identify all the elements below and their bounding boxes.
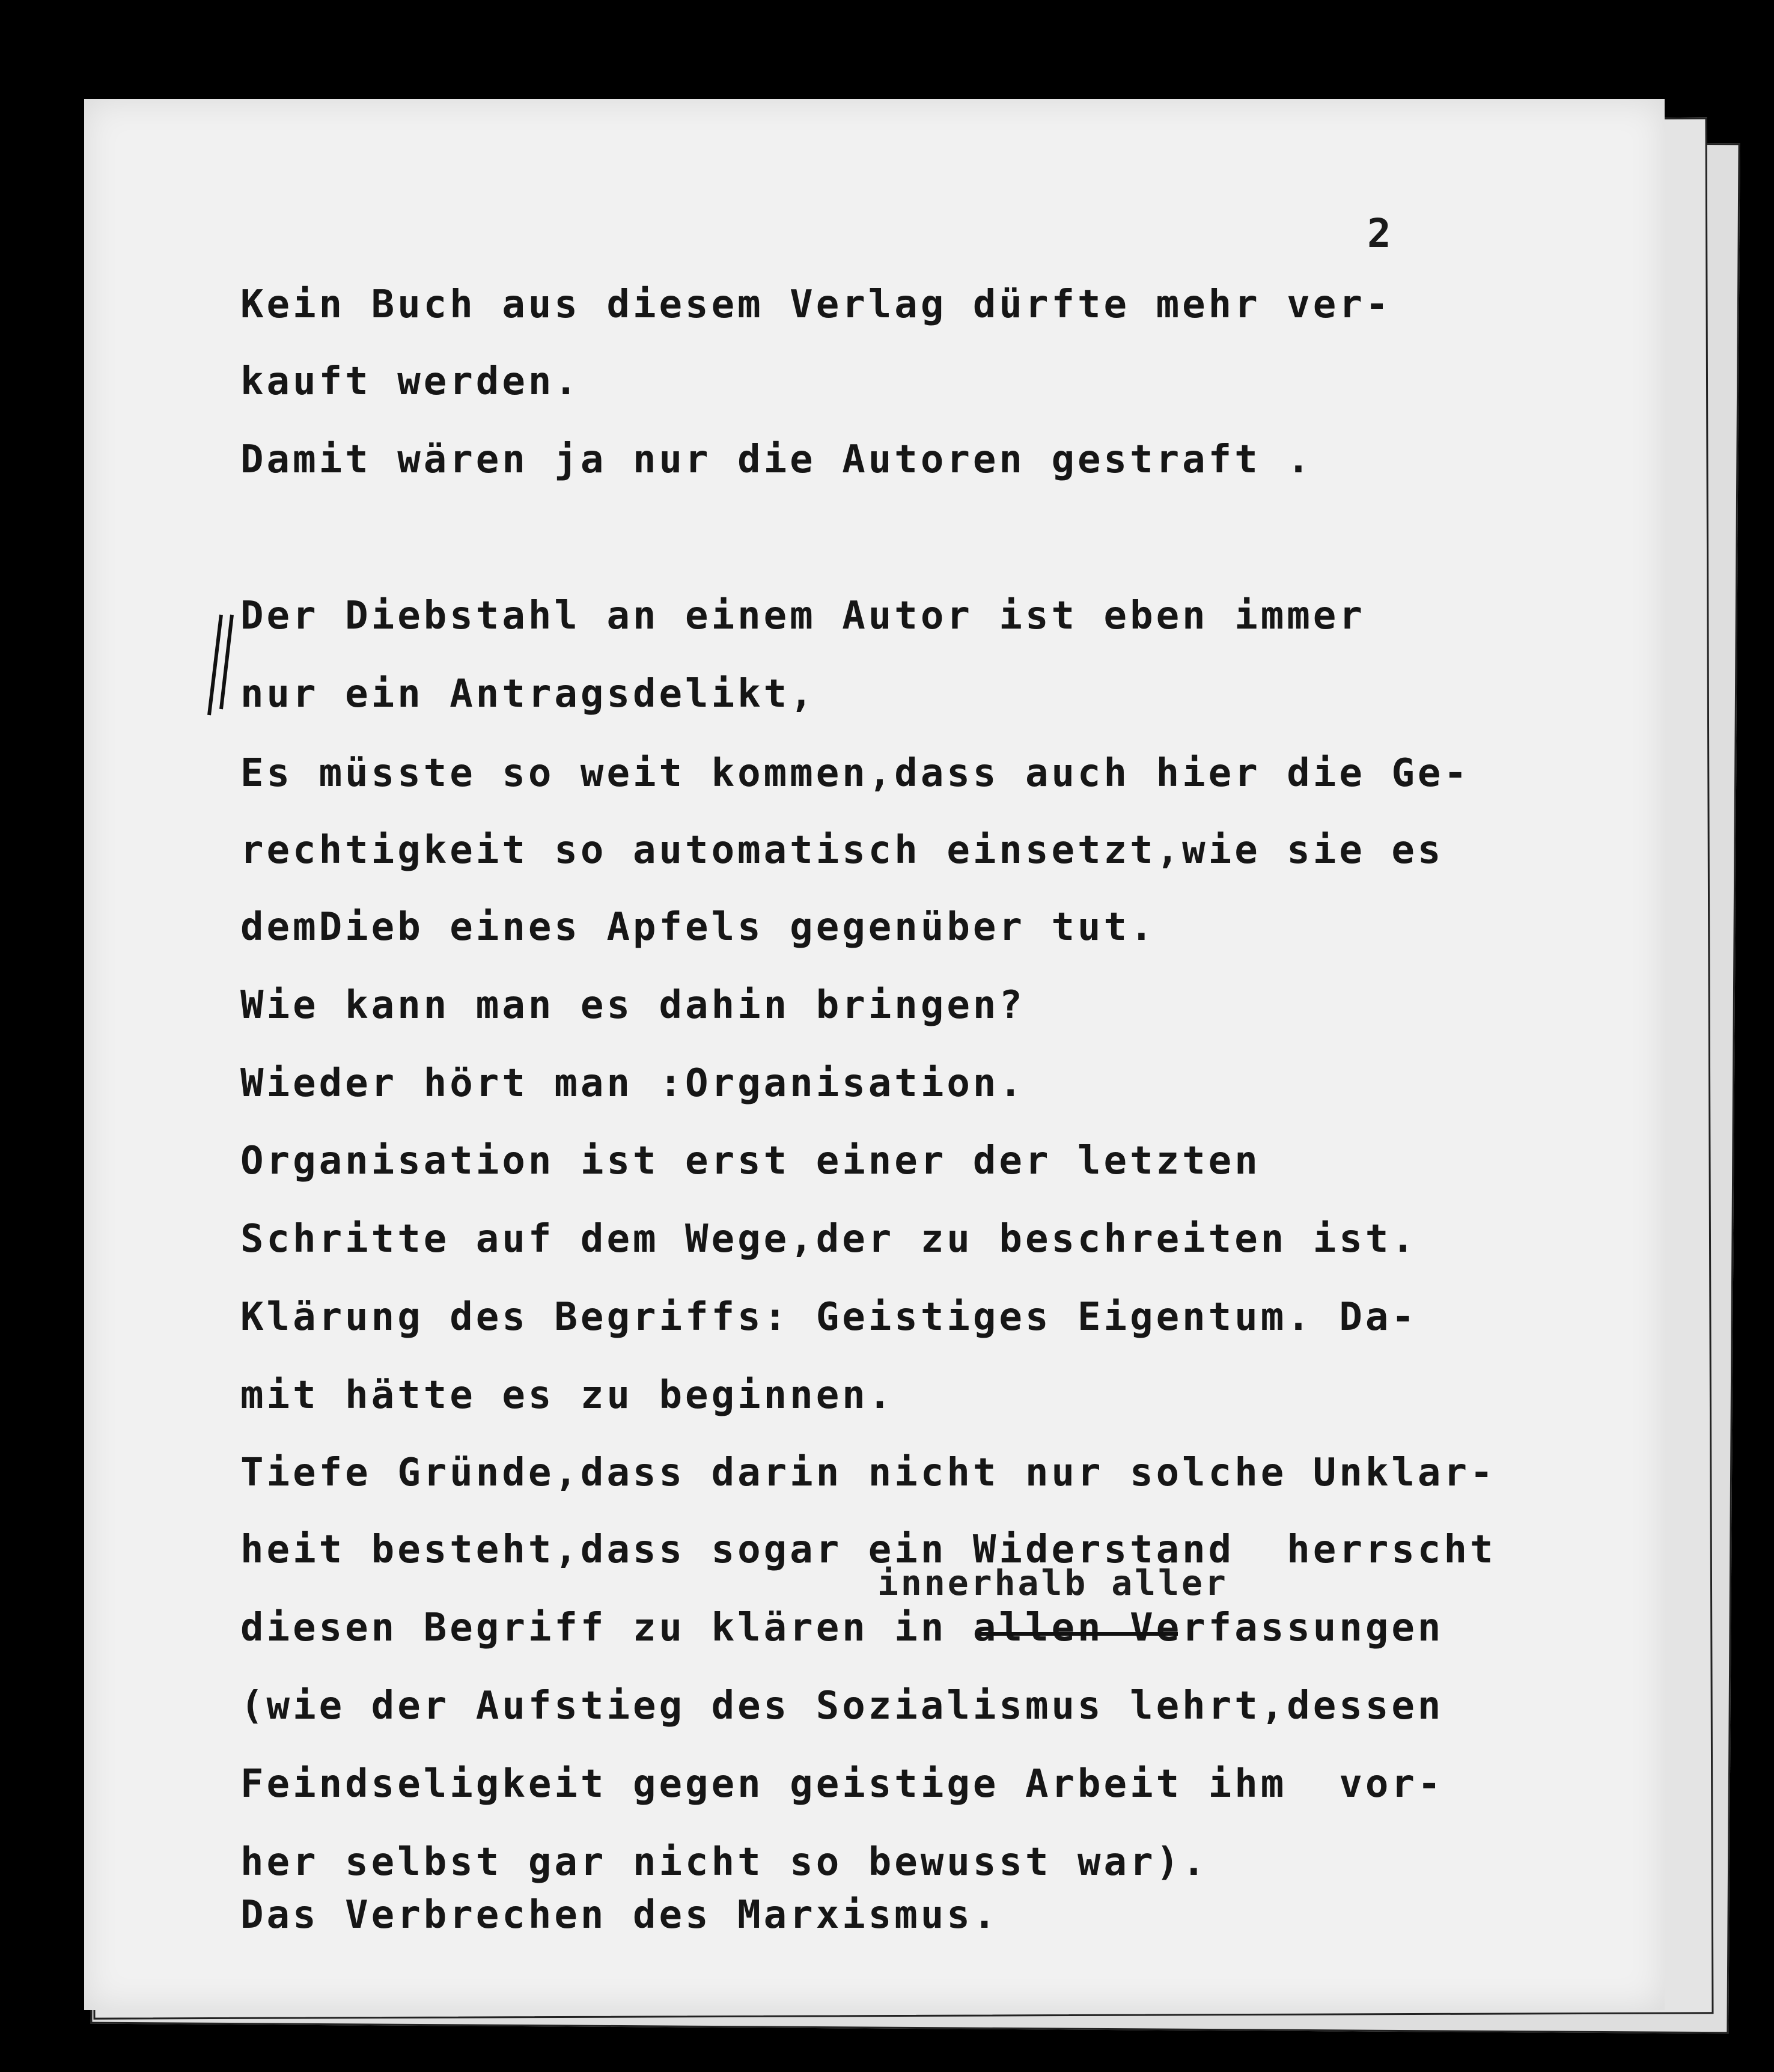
- text-line: diesen Begriff zu klären in allen Verfassungen: [240, 1606, 1444, 1650]
- page-number: 2: [1367, 210, 1391, 257]
- margin-double-stroke: [198, 610, 234, 718]
- text-line: Organisation ist erst einer der letzten: [240, 1139, 1261, 1183]
- text-line: Damit wären ja nur die Autoren gestraft .: [240, 437, 1313, 482]
- text-line: Klärung des Begriffs: Geistiges Eigentum. Da-: [240, 1295, 1418, 1339]
- interlinear-insertion: innerhalb aller: [877, 1562, 1228, 1603]
- strikethrough-mark: [980, 1632, 1178, 1636]
- text-line: (wie der Aufstieg des Sozialismus lehrt,dessen: [240, 1684, 1444, 1728]
- text-line: Tiefe Gründe,dass darin nicht nur solche Unklar-: [240, 1451, 1496, 1495]
- text-line: rechtigkeit so automatisch einsetzt,wie sie es: [240, 828, 1444, 873]
- text-line: mit hätte es zu beginnen.: [240, 1373, 895, 1418]
- text-line: demDieb eines Apfels gegenüber tut.: [240, 905, 1156, 949]
- text-line: Der Diebstahl an einem Autor ist eben immer: [240, 594, 1365, 638]
- text-line: Schritte auf dem Wege,der zu beschreiten ist.: [240, 1217, 1418, 1261]
- text-line: Das Verbrechen des Marxismus.: [240, 1893, 999, 1937]
- text-line: Es müsste so weit kommen,dass auch hier die Ge-: [240, 751, 1470, 796]
- text-line: heit besteht,dass sogar ein Widerstand herrscht: [240, 1528, 1496, 1572]
- text-line: Feindseligkeit gegen geistige Arbeit ihm vor-: [240, 1762, 1444, 1806]
- text-line: her selbst gar nicht so bewusst war).: [240, 1840, 1209, 1885]
- text-line: Kein Buch aus diesem Verlag dürfte mehr ver-: [240, 282, 1392, 327]
- text-line: Wieder hört man :Organisation.: [240, 1061, 1025, 1106]
- text-line: nur ein Antragsdelikt,: [240, 672, 816, 716]
- text-line: Wie kann man es dahin bringen?: [240, 983, 1025, 1028]
- text-line: kauft werden.: [240, 359, 581, 404]
